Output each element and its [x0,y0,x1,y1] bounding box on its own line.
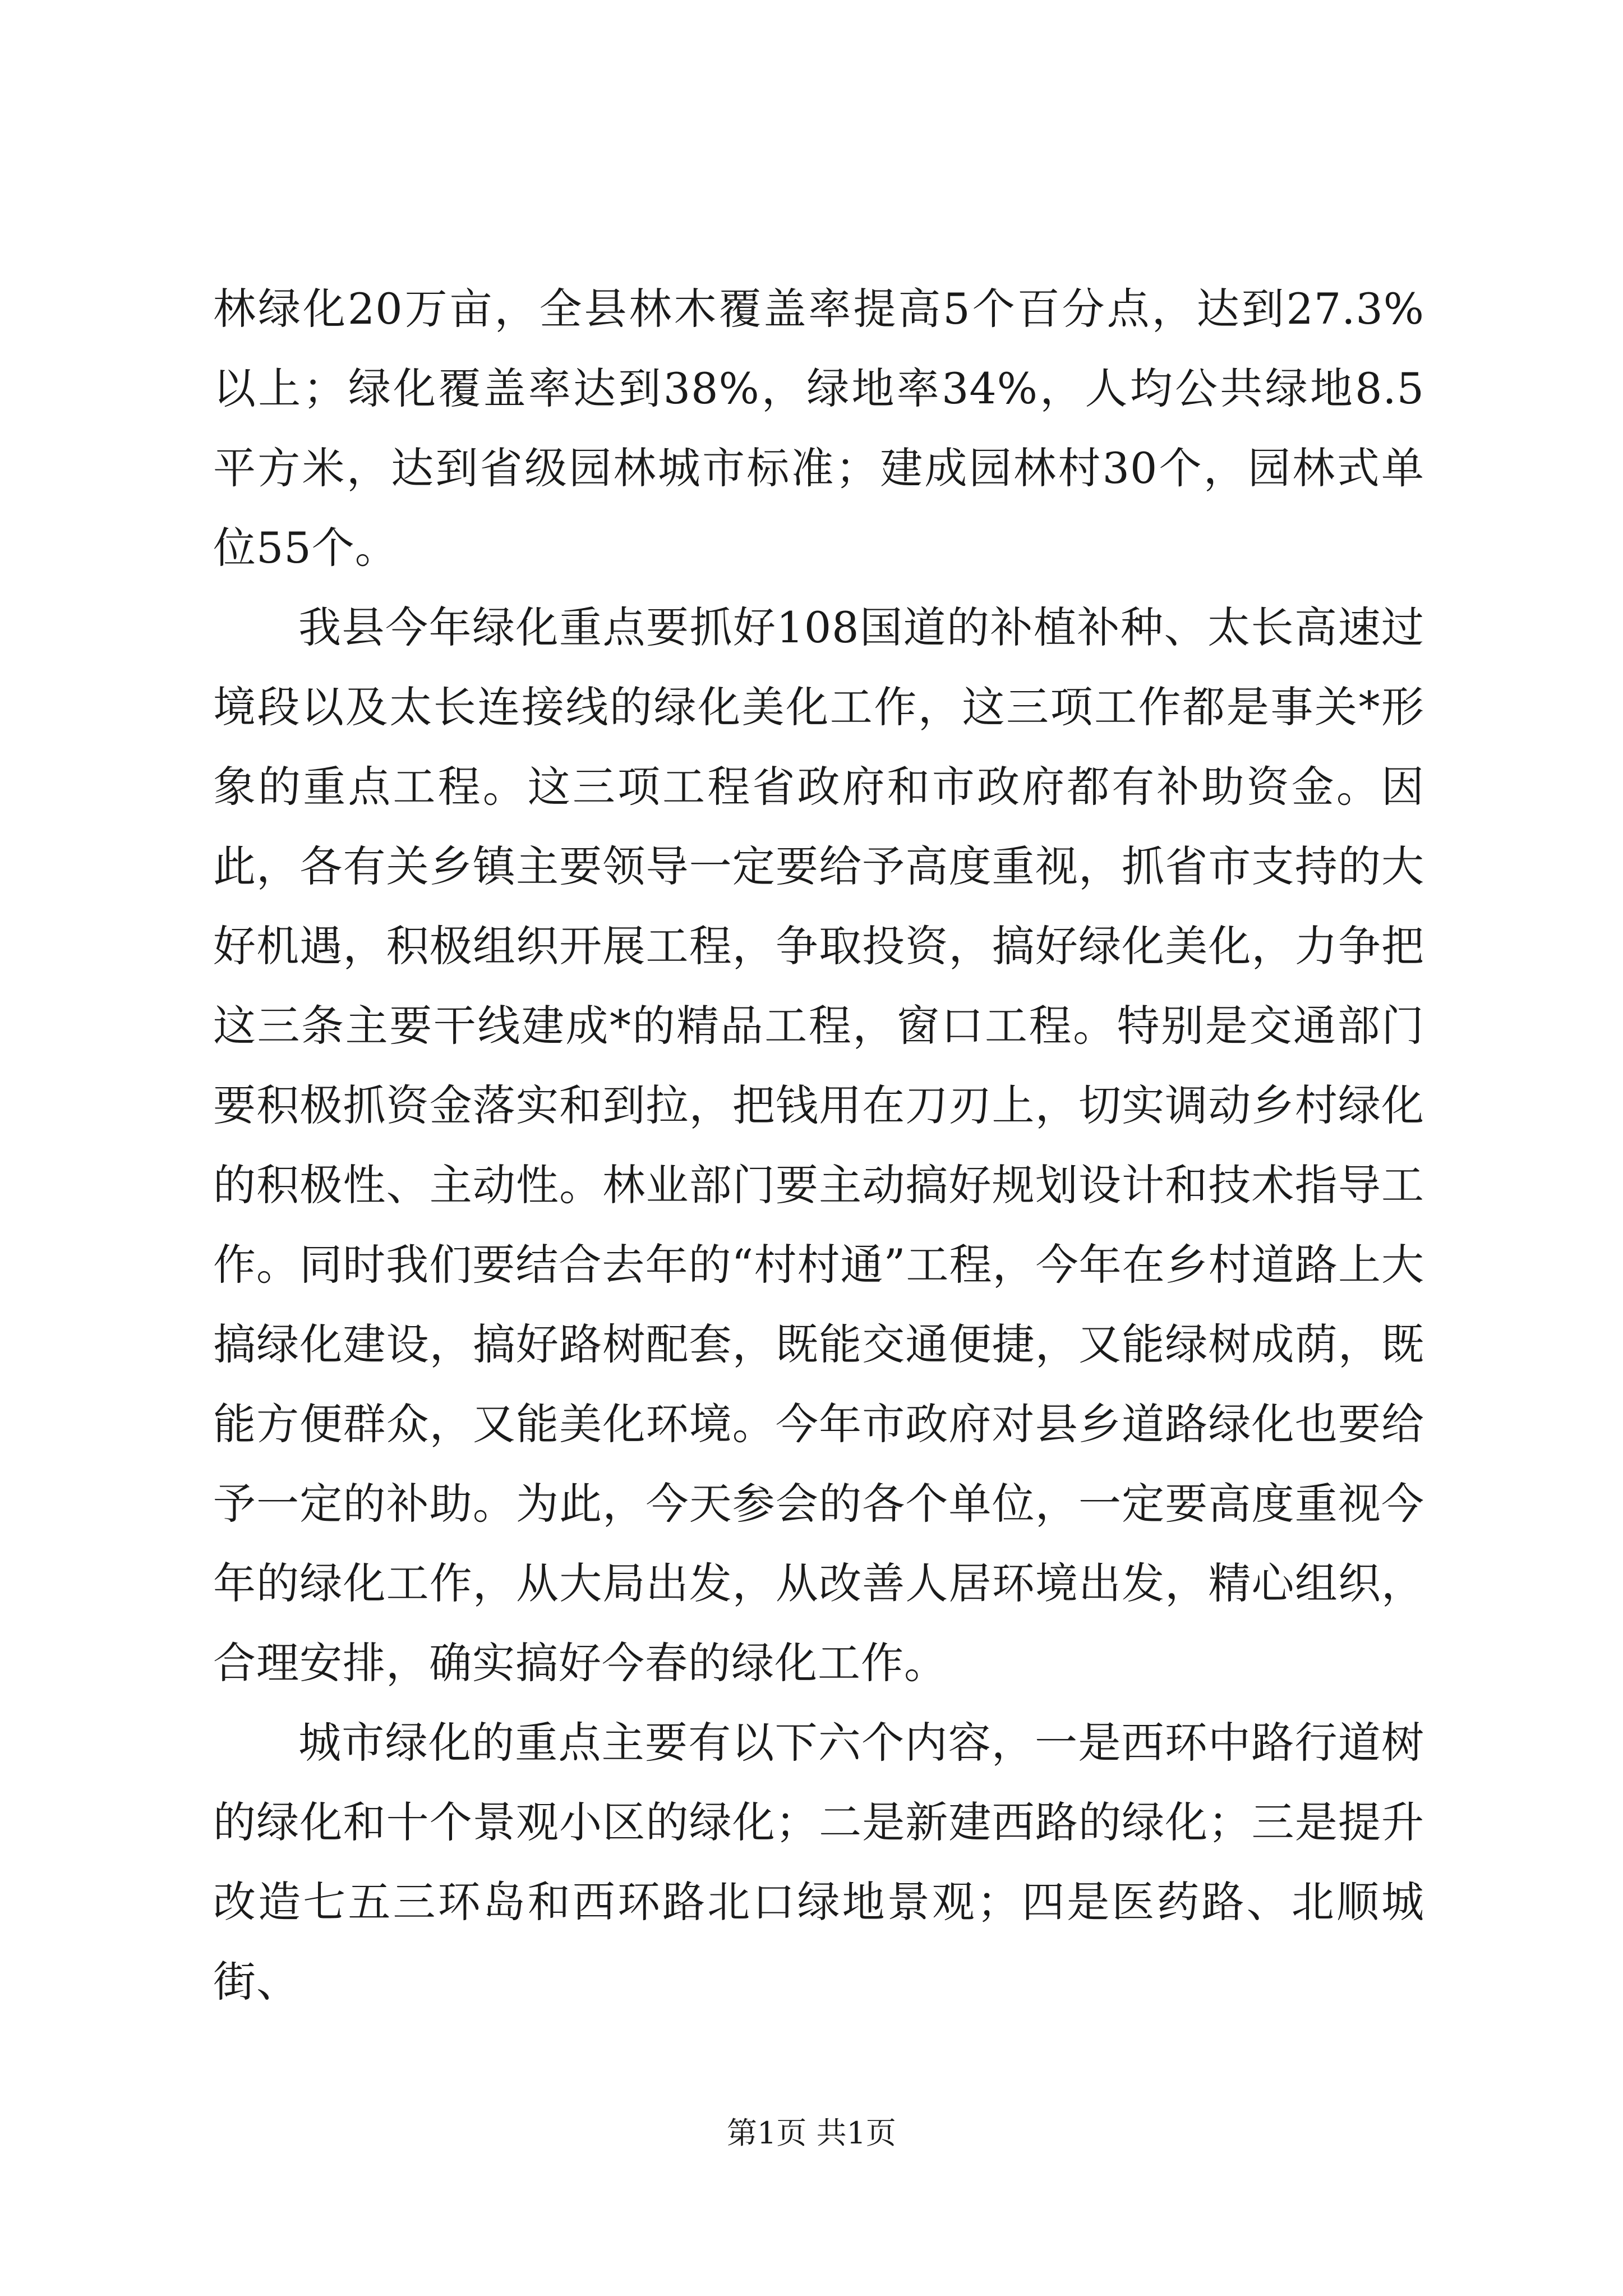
paragraph-2: 我县今年绿化重点要抓好108国道的补植补种、太长高速过境段以及太长连接线的绿化美化工作，这三项工作都是事关*形象的重点工程。这三项工程省政府和市政府都有补助资金。因此，各有关乡镇主要领导一定要给予高度重视，抓省市支持的大好机遇，积极组织开展工程，争取投资，搞好绿化美化，力争把这三条主要干线建成*的精品工程，窗口工程。特别是交通部门要积极抓资金落实和到拉，把钱用在刀刃上，切实调动乡村绿化的积极性、主动性。林业部门要主动搞好规划设计和技术指导工作。同时我们要结合去年的“村村通”工程，今年在乡村道路上大搞绿化建设，搞好路树配套，既能交通便捷，又能绿树成荫，既能方便群众，又能美化环境。今年市政府对县乡道路绿化也要给予一定的补助。为此，今天参会的各个单位，一定要高度重视今年的绿化工作，从大局出发，从改善人居环境出发，精心组织，合理安排，确实搞好今春的绿化工作。 [213,602,1424,1688]
paragraph-1: 林绿化20万亩，全县林木覆盖率提高5个百分点，达到27.3%以上；绿化覆盖率达到38%，绿地率34%，人均公共绿地8.5平方米，达到省级园林城市标准；建成园林村30个，园林式单位55个。 [213,284,1424,573]
page-footer: 第1页 共1页 [727,2115,896,2151]
paragraph-3: 城市绿化的重点主要有以下六个内容，一是西环中路行道树的绿化和十个景观小区的绿化；二是新建西路的绿化；三是提升改造七五三环岛和西环路北口绿地景观；四是医药路、北顺城街、 [213,1718,1424,2007]
document-body [213,269,1424,2022]
